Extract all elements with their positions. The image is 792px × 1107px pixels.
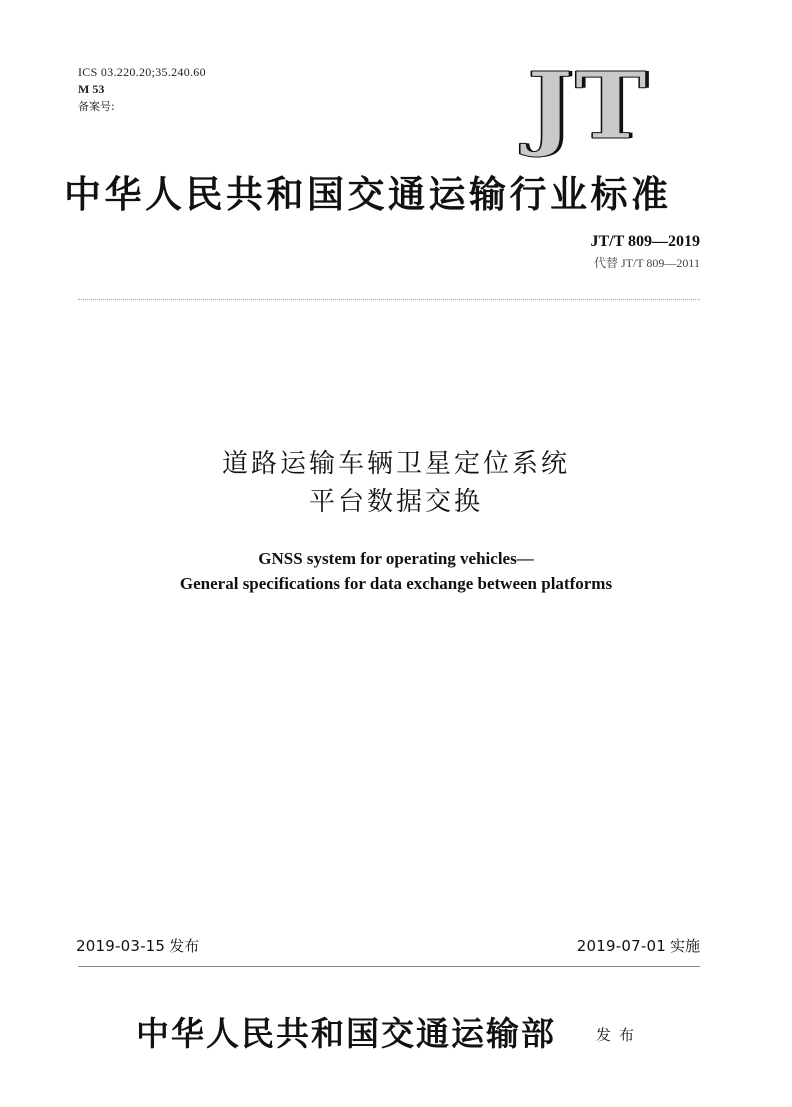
issue-date: 2019-03-15 bbox=[76, 937, 166, 955]
chinese-title-line-2: 平台数据交换 bbox=[308, 487, 483, 517]
industry-standard-title: 中华人民共和国交通运输行业标准 bbox=[64, 172, 672, 216]
record-number-label: 备案号: bbox=[78, 100, 115, 113]
publisher-name: 中华人民共和国交通运输部 bbox=[136, 1014, 556, 1053]
bottom-divider bbox=[78, 966, 700, 967]
top-divider bbox=[78, 299, 700, 300]
implement-label: 实施 bbox=[669, 937, 700, 955]
category-code: M 53 bbox=[78, 82, 105, 96]
english-title-line-2: General specifications for data exchange between platforms bbox=[179, 574, 613, 593]
issue-date-block bbox=[76, 935, 199, 957]
english-title-line-1: GNSS system for operating vehicles— bbox=[258, 549, 534, 568]
standard-number: JT/T 809—2019 bbox=[590, 233, 700, 250]
replaces-standard: 代替 JT/T 809—2011 bbox=[593, 256, 700, 270]
jt-logo-text: JT bbox=[527, 52, 649, 160]
implement-date-block bbox=[577, 935, 700, 957]
chinese-title-line-1: 道路运输车辆卫星定位系统 bbox=[221, 449, 570, 479]
jt-logo bbox=[510, 52, 666, 160]
publish-label: 发布 bbox=[596, 1026, 643, 1044]
classification-block bbox=[78, 64, 206, 115]
ics-code: ICS 03.220.20;35.240.60 bbox=[78, 65, 206, 79]
implement-date: 2019-07-01 bbox=[576, 937, 666, 955]
issue-label: 发布 bbox=[169, 937, 200, 955]
